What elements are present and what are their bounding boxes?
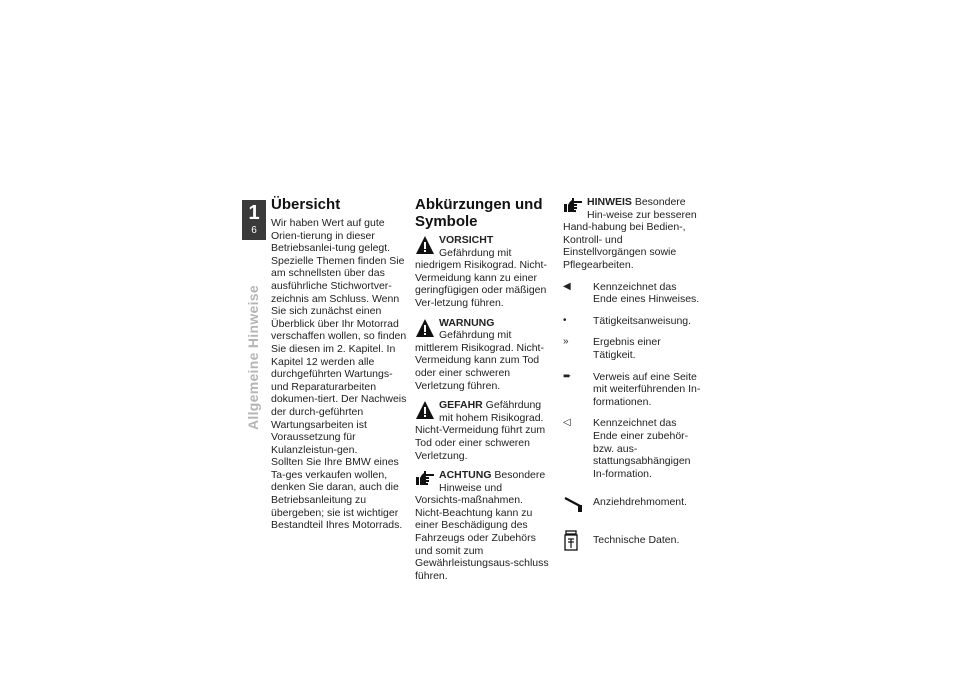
overview-heading: Übersicht <box>271 196 341 213</box>
achtung-text: Besondere Hinweise und Vorsichts-maßnahmen. Nicht-Beachtung kann zu einer Beschädigung des Fahrzeugs oder Zubehörs und somit zum Gewährleistungsaus-schluss führen. <box>415 469 549 582</box>
warning-triangle-icon <box>415 400 435 422</box>
gefahr-text: Gefährdung mit hohem Risikograd. Nicht-Vermeidung führt zum Tod oder einer schweren Verletzung. <box>415 399 546 462</box>
hinweis-text: Besondere Hin-weise zur besseren Hand-habung bei Bedien-, Kontroll- und Einstellvorgängen sowie Pflegearbeiten. <box>563 196 697 271</box>
warnung-text: Gefährdung mit mittlerem Risikograd. Nicht-Vermeidung kann zum Tod oder einer schweren Verletzung führen. <box>415 329 544 392</box>
list-item <box>563 371 703 409</box>
vorsicht-keyword: VORSICHT <box>439 234 494 246</box>
list-item <box>563 315 703 328</box>
pointing-hand-icon <box>563 197 583 219</box>
chapter-number: 1 <box>248 202 260 224</box>
hinweis-block <box>563 196 703 272</box>
warning-triangle-icon <box>415 318 435 340</box>
list-item <box>563 417 703 480</box>
hinweis-keyword: HINWEIS <box>587 196 632 208</box>
torque-wrench-icon <box>563 492 593 518</box>
techdata-row <box>563 530 703 556</box>
symbols-heading: Abkürzungen und Symbole <box>415 196 543 230</box>
gefahr-block <box>415 399 551 462</box>
end-of-note-icon: ◀ <box>563 280 571 292</box>
overview-column <box>271 196 407 532</box>
overview-paragraph-1: Wir haben Wert auf gute Orien-tierung in dieser Betriebsanlei-tung gelegt. Spezielle Themen finden Sie am schnellsten über das ausführliche Stichwortver-zeichnis am Schluss. Wenn Sie sich zunächst einen Überblick über Ihr Motorrad verschaffen wollen, so finden Sie diesen im 2. Kapitel. In Kapitel 12 werden alle durchgeführten Wartungs- und Reparaturarbeiten dokumen-tiert. Der Nachweis der durch-geführten Wartungsarbeiten ist Voraussetzung für Kulanzleistun-gen. <box>271 217 407 456</box>
torque-row <box>563 492 703 518</box>
bullet-icon: • <box>563 314 567 326</box>
techdata-text: Technische Daten. <box>593 533 680 546</box>
end-of-accessory-info-icon: ◁ <box>563 417 571 429</box>
vorsicht-text: Gefährdung mit niedrigem Risikograd. Nicht-Vermeidung kann zu einer geringfügigen oder mäßigen Ver-letzung führen. <box>415 246 547 309</box>
warnung-block <box>415 317 551 393</box>
overview-paragraph-2: Sollten Sie Ihre BMW eines Ta-ges verkaufen wollen, denken Sie daran, auch die Betriebsanleitung zu übergeben; sie ist wichtiger Bestandteil Ihres Motorrads. <box>271 456 403 532</box>
list-item-text: Kennzeichnet das Ende einer zubehör- bzw. aus-stattungsabhängigen In-formation. <box>593 417 691 480</box>
warning-triangle-icon <box>415 235 435 257</box>
torque-text: Anziehdrehmoment. <box>593 496 687 509</box>
list-item-text: Kennzeichnet das Ende eines Hinweises. <box>593 280 700 306</box>
list-item-text: Verweis auf eine Seite mit weiterführenden In-formationen. <box>593 370 701 408</box>
list-item <box>563 336 703 361</box>
gefahr-keyword: GEFAHR <box>439 399 483 412</box>
pointing-hand-icon <box>415 470 435 492</box>
page-reference-arrow-icon: ➨ <box>563 370 572 382</box>
symbols-column-continued <box>563 196 703 555</box>
list-item <box>563 281 703 306</box>
warnung-keyword: WARNUNG <box>439 316 495 329</box>
achtung-keyword: ACHTUNG <box>439 469 492 482</box>
list-item-text: Tätigkeitsanweisung. <box>593 314 692 327</box>
chapter-tab <box>242 200 266 240</box>
technical-data-icon <box>563 530 593 556</box>
list-item-text: Ergebnis einer Tätigkeit. <box>593 336 661 361</box>
achtung-block <box>415 469 551 582</box>
result-icon: » <box>563 336 569 348</box>
page-number: 6 <box>251 225 257 236</box>
section-title: Allgemeine Hinweise <box>245 285 261 430</box>
symbols-column <box>415 196 551 589</box>
vorsicht-block <box>415 234 551 310</box>
